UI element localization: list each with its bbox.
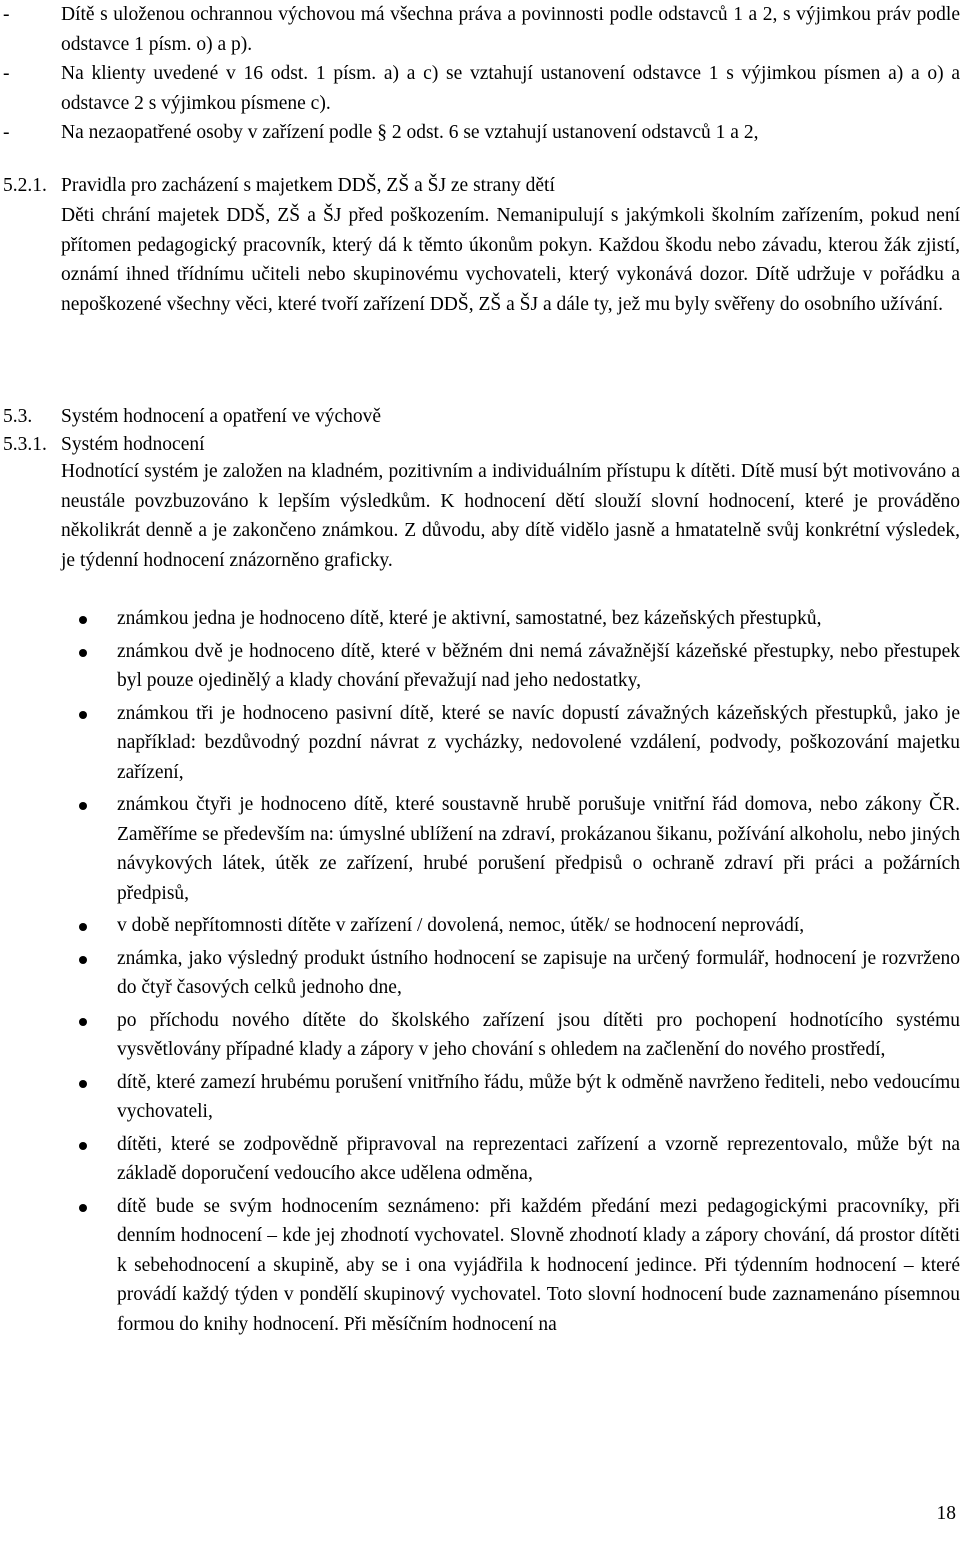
section-5-3-1-paragraph: Hodnotící systém je založen na kladném, pozitivním a individuálním přístupu k dítěti. Dítě musí být motivováno a neustále povzbuzováno k lepším výsledkům. K hodnocení dětí slouží slovní hodnocení, které je prováděno několikrát denně a je zakončeno známkou. Z důvodu, aby dítě vidělo jasně a hmatatelně svůj konkrétní výsledek, je týdenní hodnocení znázorněno graficky.: [61, 461, 960, 571]
list-item-text: známkou čtyři je hodnoceno dítě, které soustavně hrubě porušuje vnitřní řád domova, nebo zákony ČR. Zaměříme se především na: úmyslné ublížení na zdraví, prokázanou šikanu, požívání alkoholu, nebo jiných návykových látek, útěk ze zařízení, hrubé porušení předpisů o ochraně zdraví při práci a požárních předpisů,: [117, 794, 960, 904]
list-item-text: v době nepřítomnosti dítěte v zařízení / dovolená, nemoc, útěk/ se hodnocení neprovádí,: [117, 915, 805, 936]
list-item-text: dítě bude se svým hodnocením seznámeno: při každém předání mezi pedagogickými pracovníky, při denním hodnocení – kde jej zhodnotí vychovatel. Slovně zhodnotí klady a zápory chování, dá prostor dítěti k sebehodnocení a skupině, aby se i ona vyjádřila k hodnocení jedince. Při týdenním hodnocení – které provádí každý týden v pondělí skupinový vychovatel. Toto slovní hodnocení bude zaznamenáno písemnou formou do knihy hodnocení. Při měsíčním hodnocení na: [117, 1195, 960, 1335]
list-item-text: známka, jako výsledný produkt ústního hodnocení se zapisuje na určený formulář, hodnocení je rozvrženo do čtyř časových celků jednoho dne,: [117, 947, 960, 998]
list-item: [0, 637, 960, 696]
dash-item: [0, 59, 960, 118]
bullet-dot-icon: [79, 649, 87, 657]
list-item: [0, 1068, 960, 1127]
bullet-dot-icon: [79, 802, 87, 810]
list-item: [0, 1130, 960, 1189]
section-title: Systém hodnocení a opatření ve výchově: [61, 406, 382, 427]
list-item: [0, 604, 960, 634]
bullet-dot-icon: [79, 1142, 87, 1150]
section-title: Systém hodnocení: [61, 434, 205, 455]
list-item-text: po příchodu nového dítěte do školského zařízení jsou dítěti pro pochopení hodnotícího systému vysvětlovány případné klady a zápory v jeho chování s ohledem na začlenění do nového prostředí,: [117, 1009, 960, 1060]
list-item: [0, 944, 960, 1003]
dash-item: [0, 118, 960, 148]
bullet-dot-icon: [79, 923, 87, 931]
bullet-dot-icon: [79, 1080, 87, 1088]
section-title: Pravidla pro zacházení s majetkem DDŠ, ZŠ a ŠJ ze strany dětí: [61, 175, 555, 196]
list-item: [0, 911, 960, 941]
section-number: 5.3.: [3, 406, 33, 427]
bullet-dot-icon: [79, 1204, 87, 1212]
section-5-2-1-paragraph: Děti chrání majetek DDŠ, ZŠ a ŠJ před poškozením. Nemanipulují s jakýmkoli školním zařízením, pokud není přítomen pedagogický pracovník, který dá k těmto úkonům pokyn. Každou škodu nebo závadu, kterou žák zjistí, oznámí ihned třídnímu učiteli nebo skupinovému vychovateli, který vykonává dozor. Dítě udržuje v pořádku a nepoškozené všechny věci, které tvoří zařízení DDŠ, ZŠ a ŠJ a dále ty, jež mu byly svěřeny do osobního užívání.: [61, 205, 960, 315]
bullet-dot-icon: [79, 1018, 87, 1026]
dash-item: [0, 0, 960, 59]
list-item: [0, 1006, 960, 1065]
dash-marker: -: [3, 122, 10, 143]
dash-item-text: Dítě s uloženou ochrannou výchovou má všechna práva a povinnosti podle odstavců 1 a 2, s výjimkou práv podle odstavce 1 písm. o) a p).: [61, 4, 960, 55]
dash-marker: -: [3, 63, 10, 84]
bullet-list: [0, 604, 960, 1339]
list-item-text: známkou jedna je hodnoceno dítě, které je aktivní, samostatné, bez kázeňských přestupků,: [117, 608, 822, 629]
dash-list: [0, 0, 960, 148]
section-number: 5.3.1.: [3, 434, 47, 455]
page-number: 18: [936, 1503, 956, 1524]
bullet-dot-icon: [79, 616, 87, 624]
list-item-text: známkou tři je hodnoceno pasivní dítě, které se navíc dopustí závažných kázeňských přestupků, jako je například: bezdůvodný pozdní návrat z vycházky, nedovolené vzdálení, podvody, poškozování majetku zařízení,: [117, 702, 960, 783]
list-item: [0, 1192, 960, 1340]
bullet-dot-icon: [79, 711, 87, 719]
list-item: [0, 790, 960, 908]
dash-item-text: Na klienty uvedené v 16 odst. 1 písm. a) a c) se vztahují ustanovení odstavce 1 s výjimkou písmen a) a o) a odstavce 2 s výjimkou písmene c).: [61, 63, 960, 114]
dash-marker: -: [3, 4, 10, 25]
section-number: 5.2.1.: [3, 175, 47, 196]
list-item-text: známkou dvě je hodnoceno dítě, které v běžném dni nemá závažnější kázeňské přestupky, nebo přestupek byl pouze ojedinělý a klady chování převažují nad jeho nedostatky,: [117, 640, 960, 691]
list-item-text: dítě, které zamezí hrubému porušení vnitřního řádu, může být k odměně navrženo řediteli, nebo vedoucímu vychovateli,: [117, 1071, 960, 1122]
list-item: [0, 699, 960, 788]
dash-item-text: Na nezaopatřené osoby v zařízení podle § 2 odst. 6 se vztahují ustanovení odstavců 1 a 2,: [61, 122, 759, 143]
list-item-text: dítěti, které se zodpovědně připravoval na reprezentaci zařízení a vzorně reprezentovalo, může být na základě doporučení vedoucího akce udělena odměna,: [117, 1133, 960, 1184]
bullet-dot-icon: [79, 956, 87, 964]
